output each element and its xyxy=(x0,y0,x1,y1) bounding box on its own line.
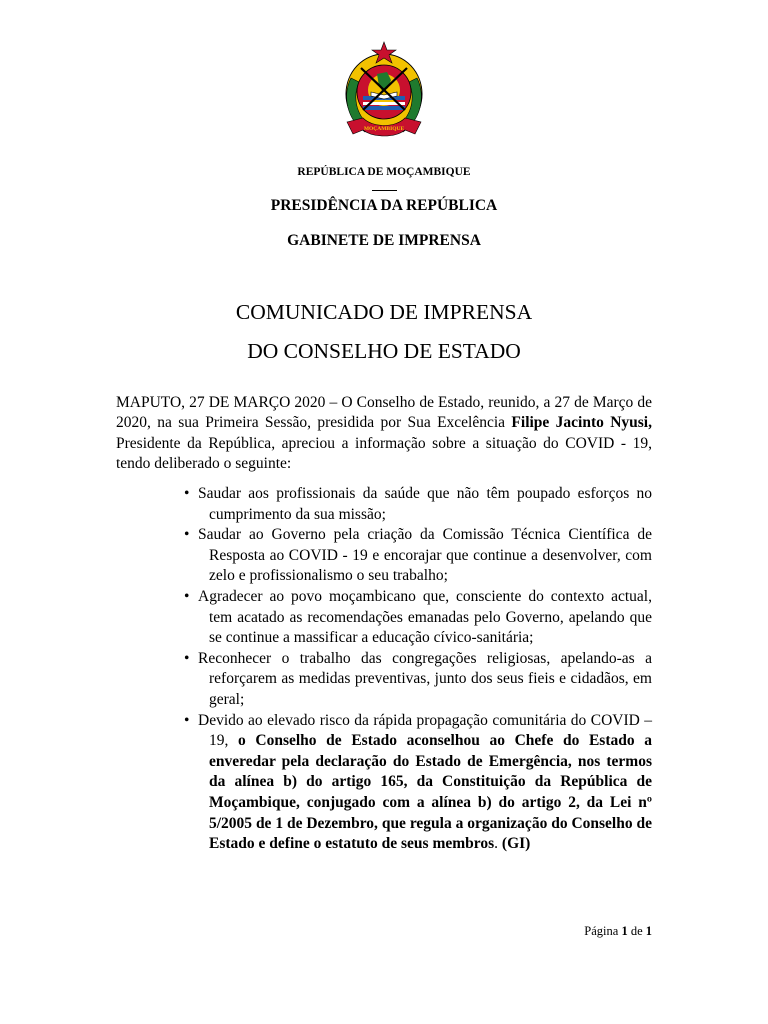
author-tag: (GI) xyxy=(501,835,531,853)
bullet-marker: • xyxy=(184,485,190,502)
press-office-name: GABINETE DE IMPRENSA xyxy=(287,232,481,249)
bullet-marker: • xyxy=(184,711,190,729)
bullet-marker: • xyxy=(184,526,190,544)
list-item xyxy=(184,711,652,855)
list-item xyxy=(184,587,652,649)
document-subtitle: DO CONSELHO DE ESTADO xyxy=(247,339,521,363)
list-item-bold-text: o Conselho de Estado aconselhou ao Chefe do Estado a enveredar pela declaração do Estado de Emergência, nos termos da alínea b) do artigo 165, da Constituição da República de Moçambique, conjugado com a alínea b) do artigo 2, da Lei nº 5/2005 de 1 de Dezembro, que regula a organização do Conselho de Estado e define o estatuto de seus membros xyxy=(209,732,652,853)
coat-of-arms-icon xyxy=(333,38,435,146)
presidency-name: PRESIDÊNCIA DA REPÚBLICA xyxy=(270,197,498,214)
list-item-text: Devido ao elevado risco da rápida propagação comunitária do COVID – 19, xyxy=(198,711,652,750)
list-item xyxy=(184,525,652,587)
page-number xyxy=(584,924,652,939)
list-item-text: Saudar aos profissionais da saúde que não têm poupado esforços no cumprimento da sua missão; xyxy=(198,485,652,523)
header-divider xyxy=(372,190,397,191)
list-item-text: Reconhecer o trabalho das congregações religiosas, apelando-as a reforçarem as medidas preventivas, junto dos seus fieis e cidadãos, em geral; xyxy=(198,649,652,708)
intro-text-end: Presidente da República, apreciou a informação sobre a situação do COVID - 19, tendo deliberado o seguinte: xyxy=(116,434,652,473)
deliberations-list xyxy=(184,484,652,855)
list-item-text: Saudar ao Governo pela criação da Comissão Técnica Científica de Resposta ao COVID - 19 e encorajar que continue a desenvolver, com zelo e profissionalismo o seu trabalho; xyxy=(198,526,652,585)
current-page: 1 xyxy=(621,924,628,938)
president-name: Filipe Jacinto Nyusi, xyxy=(511,414,652,432)
bullet-marker: • xyxy=(184,649,190,667)
bullet-marker: • xyxy=(184,587,190,605)
list-item-text: . xyxy=(494,835,502,853)
page-of-label: de xyxy=(630,924,643,938)
intro-paragraph xyxy=(116,393,652,475)
list-item-text: Agradecer ao povo moçambicano que, consciente do contexto actual, tem acatado as recomendações emanadas pelo Governo, apelando que se continue a massificar a educação cívico-sanitária; xyxy=(198,587,652,647)
country-name: REPÚBLICA DE MOÇAMBIQUE xyxy=(297,166,471,178)
list-item xyxy=(184,649,652,711)
page-label: Página xyxy=(584,924,619,938)
svg-text:MOÇAMBIQUE: MOÇAMBIQUE xyxy=(363,126,405,132)
total-pages: 1 xyxy=(645,924,652,938)
document-title: COMUNICADO DE IMPRENSA xyxy=(235,300,533,324)
list-item xyxy=(184,484,652,525)
intro-text-start: MAPUTO, 27 DE MARÇO 2020 – O Conselho de Estado, reunido, a 27 de Março de 2020, na sua Primeira Sessão, presidida por Sua Excelência xyxy=(116,393,652,432)
